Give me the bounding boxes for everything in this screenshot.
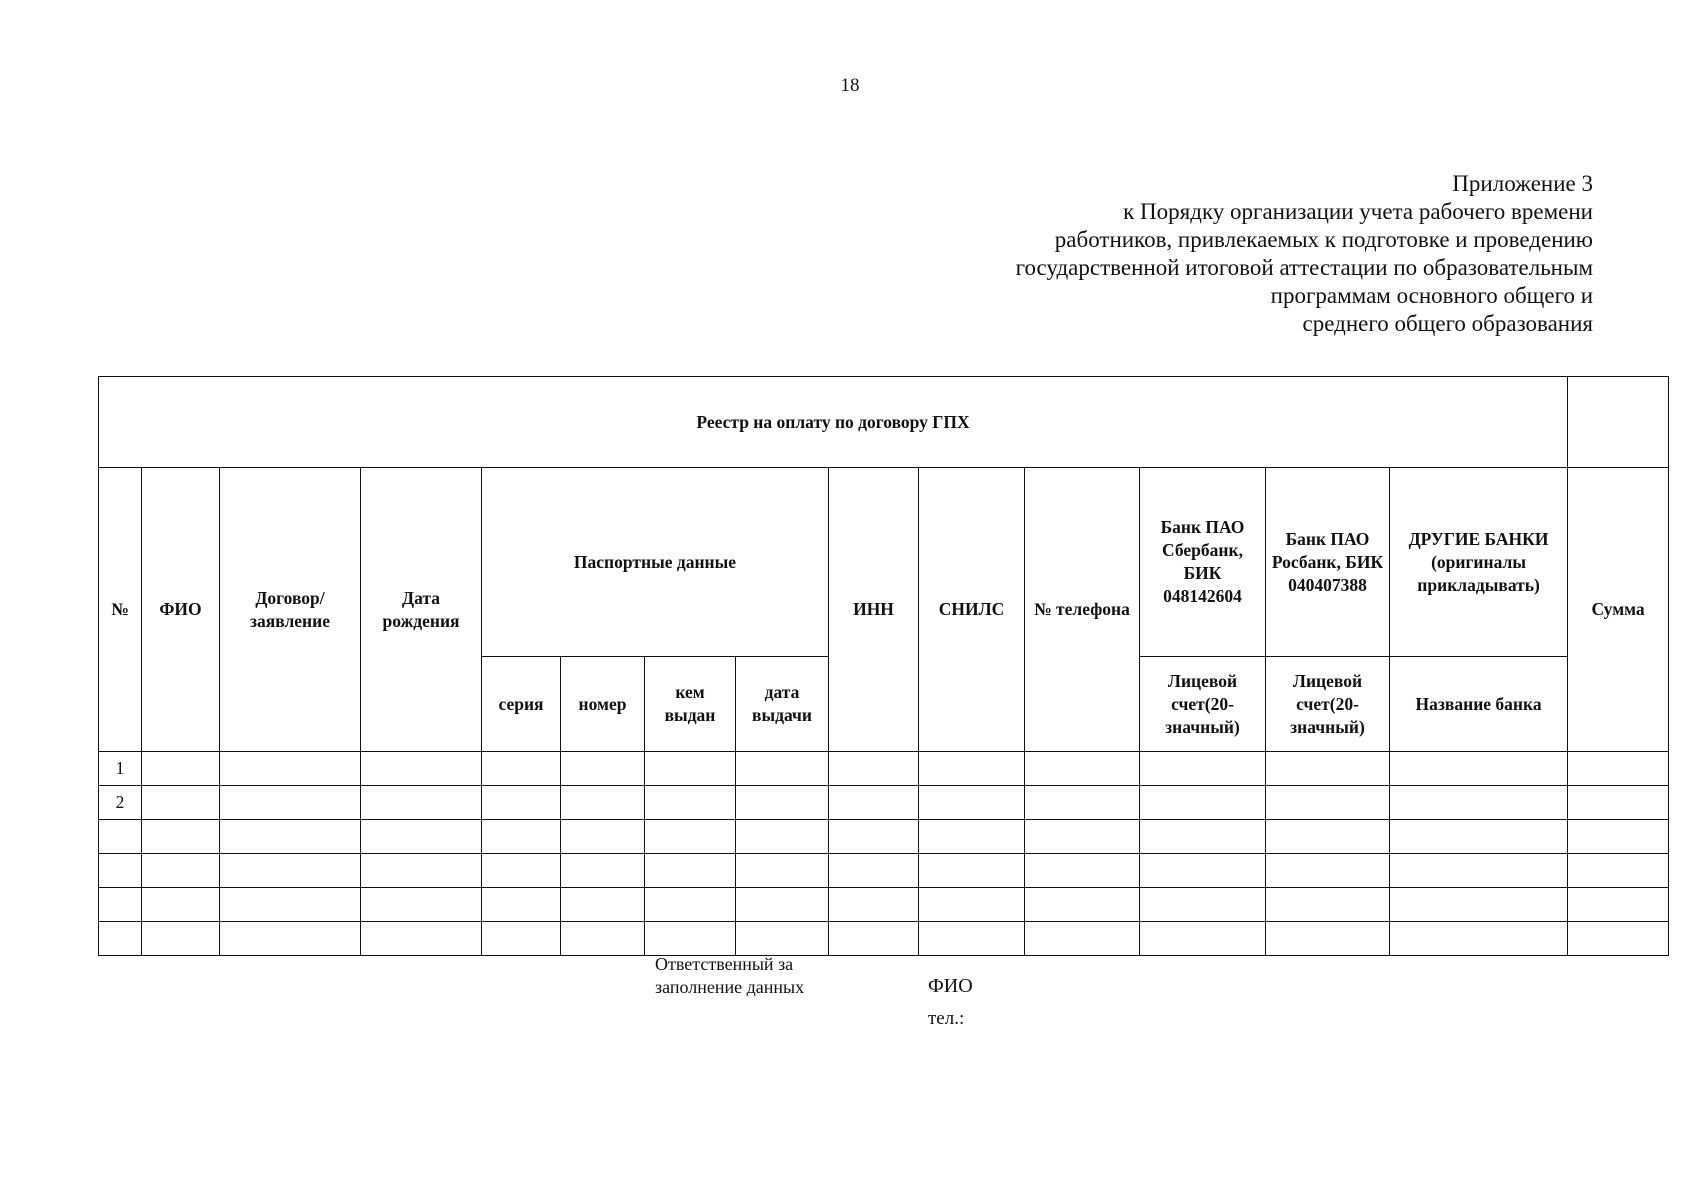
- table-cell: [1140, 888, 1266, 922]
- table-cell: [919, 922, 1025, 956]
- header-no: №: [99, 468, 142, 752]
- table-cell: [645, 786, 736, 820]
- header-inn: ИНН: [829, 468, 919, 752]
- table-cell: [1025, 888, 1140, 922]
- row-number: [99, 820, 142, 854]
- table-cell: [1266, 786, 1390, 820]
- appendix-line: государственной итоговой аттестации по образовательным: [1015, 255, 1593, 280]
- table-cell: [561, 820, 645, 854]
- table-cell: [142, 786, 220, 820]
- table-cell: [829, 752, 919, 786]
- header-birth-date: Дата рождения: [361, 468, 482, 752]
- table-cell: [220, 820, 361, 854]
- table-cell: [1025, 854, 1140, 888]
- table-row: [99, 820, 1669, 854]
- table-cell: [142, 922, 220, 956]
- header-number: номер: [561, 657, 645, 752]
- table-cell: [482, 888, 561, 922]
- appendix-line: среднего общего образования: [1302, 311, 1593, 336]
- row-number: [99, 854, 142, 888]
- header-phone: № телефона: [1025, 468, 1140, 752]
- header-passport: Паспортные данные: [482, 468, 829, 657]
- table-cell: [1266, 888, 1390, 922]
- table-cell: [829, 888, 919, 922]
- table-cell: [482, 922, 561, 956]
- footer-responsible: Ответственный за заполнение данных: [655, 954, 805, 997]
- table-cell: [829, 854, 919, 888]
- table-cell: [1025, 752, 1140, 786]
- header-rosbank: Банк ПАО Росбанк, БИК 040407388: [1266, 468, 1390, 657]
- table-cell: [736, 922, 829, 956]
- header-snils: СНИЛС: [919, 468, 1025, 752]
- table-cell: [919, 888, 1025, 922]
- table-cell: [1266, 922, 1390, 956]
- header-sberbank: Банк ПАО Сбербанк, БИК 048142604: [1140, 468, 1266, 657]
- table-cell: [361, 786, 482, 820]
- table-cell: [561, 888, 645, 922]
- row-number: 1: [99, 752, 142, 786]
- table-cell: [561, 922, 645, 956]
- table-cell: [919, 854, 1025, 888]
- row-number: 2: [99, 786, 142, 820]
- table-cell: [142, 752, 220, 786]
- appendix-line: работников, привлекаемых к подготовке и проведению: [1054, 227, 1593, 252]
- table-cell: [1140, 922, 1266, 956]
- table-cell: [1025, 922, 1140, 956]
- table-cell: [361, 752, 482, 786]
- table-cell: [361, 820, 482, 854]
- table-cell: [142, 854, 220, 888]
- header-series: серия: [482, 657, 561, 752]
- header-sum: Сумма: [1568, 468, 1669, 752]
- header-fio: ФИО: [142, 468, 220, 752]
- table-cell: [1568, 820, 1669, 854]
- table-body: [99, 752, 1669, 956]
- table-cell: [220, 854, 361, 888]
- table-cell: [1390, 752, 1568, 786]
- table-cell: [1390, 786, 1568, 820]
- table-cell: [736, 820, 829, 854]
- row-number: [99, 888, 142, 922]
- table-cell: [220, 888, 361, 922]
- table-cell: [829, 820, 919, 854]
- table-cell: [1390, 922, 1568, 956]
- table-cell: [919, 786, 1025, 820]
- table-cell: [645, 888, 736, 922]
- page-number: 18: [840, 75, 860, 96]
- table-cell: [361, 888, 482, 922]
- table-cell: [220, 786, 361, 820]
- table-cell: [1140, 752, 1266, 786]
- header-account-ros: Лицевой счет(20-значный): [1266, 657, 1390, 752]
- header-issued-by: кем выдан: [645, 657, 736, 752]
- table-cell: [829, 922, 919, 956]
- table-cell: [561, 752, 645, 786]
- table-cell: [1568, 888, 1669, 922]
- table-cell: [142, 888, 220, 922]
- table-cell: [645, 752, 736, 786]
- table-cell: [482, 786, 561, 820]
- table-cell: [1390, 888, 1568, 922]
- table-cell: [1390, 820, 1568, 854]
- appendix-line: программам основного общего и: [1270, 283, 1593, 308]
- table-cell: [561, 786, 645, 820]
- table-cell: [1266, 820, 1390, 854]
- table-cell: [561, 854, 645, 888]
- appendix-line: к Порядку организации учета рабочего времени: [1123, 199, 1593, 224]
- table-row: [99, 888, 1669, 922]
- header-contract: Договор/ заявление: [220, 468, 361, 752]
- table-cell: [1025, 820, 1140, 854]
- table-cell: [1568, 786, 1669, 820]
- table-cell: [1140, 820, 1266, 854]
- table-cell: [482, 752, 561, 786]
- table-cell: [361, 854, 482, 888]
- table-title: Реестр на оплату по договору ГПХ: [99, 377, 1568, 468]
- table-row: [99, 922, 1669, 956]
- table-cell: [142, 820, 220, 854]
- table-cell: [482, 854, 561, 888]
- table-cell: [220, 922, 361, 956]
- table-cell: [1266, 752, 1390, 786]
- table-cell: [736, 752, 829, 786]
- table-cell: [829, 786, 919, 820]
- appendix-line: Приложение 3: [1452, 171, 1593, 196]
- registry-table: [98, 376, 1669, 956]
- header-issue-date: дата выдачи: [736, 657, 829, 752]
- table-cell: [645, 820, 736, 854]
- table-cell: [1568, 922, 1669, 956]
- table-cell: [1390, 854, 1568, 888]
- table-cell: [736, 786, 829, 820]
- table-cell: [482, 820, 561, 854]
- header-other-banks: ДРУГИЕ БАНКИ (оригиналы прикладывать): [1390, 468, 1568, 657]
- table-cell: [736, 854, 829, 888]
- table-row: [99, 786, 1669, 820]
- table-cell: [361, 922, 482, 956]
- table-cell: [1140, 854, 1266, 888]
- table-cell: [1266, 854, 1390, 888]
- header-account-sber: Лицевой счет(20-значный): [1140, 657, 1266, 752]
- header-empty-cell: [1568, 377, 1669, 468]
- table-row: [99, 854, 1669, 888]
- table-cell: [645, 854, 736, 888]
- table-cell: [919, 820, 1025, 854]
- header-bank-name: Название банка: [1390, 657, 1568, 752]
- table-cell: [1568, 854, 1669, 888]
- table-cell: [220, 752, 361, 786]
- footer-tel-label: тел.:: [928, 1008, 965, 1029]
- table-cell: [919, 752, 1025, 786]
- appendix-header: [1016, 170, 1593, 338]
- row-number: [99, 922, 142, 956]
- table-row: [99, 752, 1669, 786]
- table-cell: [645, 922, 736, 956]
- table-cell: [1568, 752, 1669, 786]
- footer-fio-label: ФИО: [928, 975, 973, 997]
- table-cell: [1025, 786, 1140, 820]
- table-cell: [736, 888, 829, 922]
- table-cell: [1140, 786, 1266, 820]
